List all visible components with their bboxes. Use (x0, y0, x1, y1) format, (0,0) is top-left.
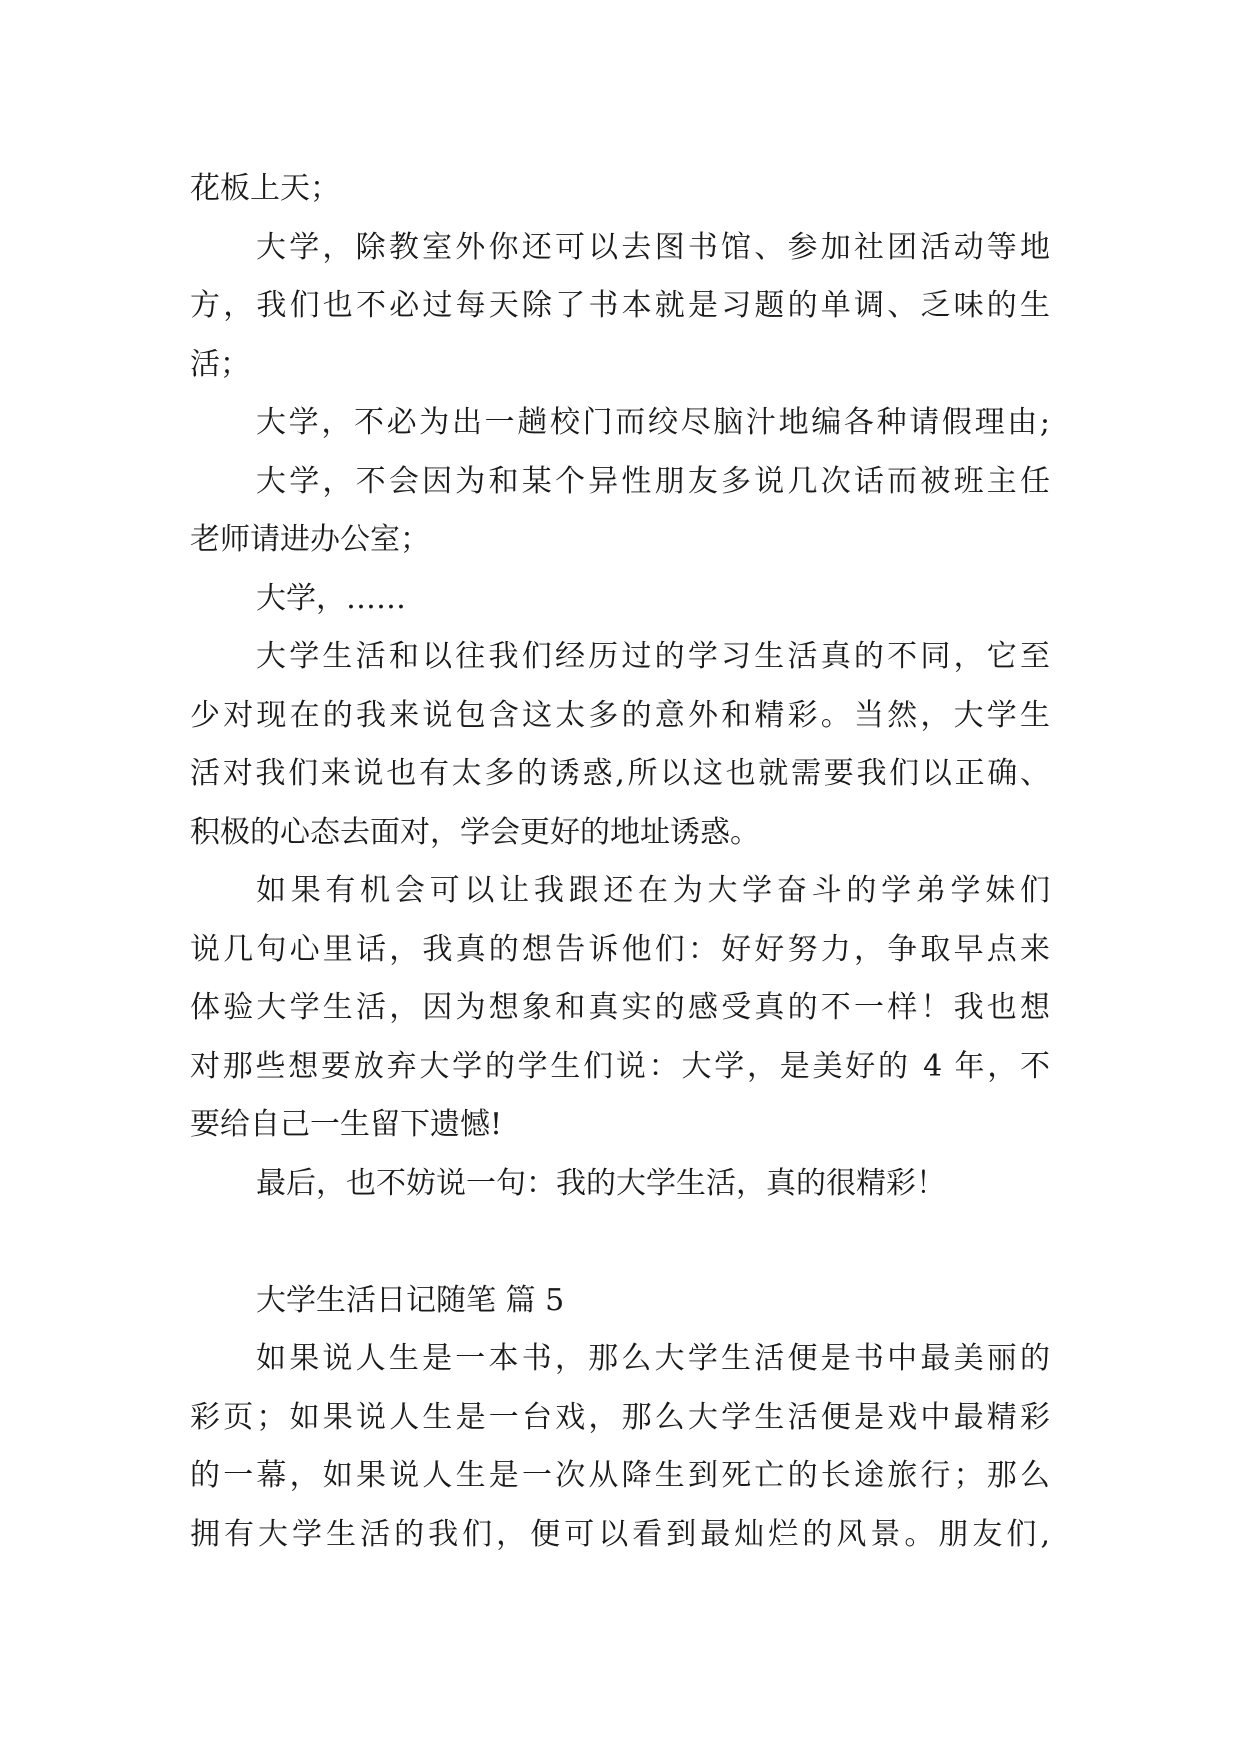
text-line: 少对现在的我来说包含这太多的意外和精彩。当然，大学生 (190, 697, 1050, 733)
blank-line (190, 1213, 1050, 1272)
text-line: 方，我们也不必过每天除了书本就是习题的单调、乏味的生 (190, 288, 1050, 323)
text-line: 的一幕，如果说人生是一次从降生到死亡的长途旅行；那么 (190, 1458, 1050, 1493)
text-line: 彩页；如果说人生是一台戏，那么大学生活便是戏中最精彩 (190, 1399, 1050, 1435)
text-line: 大学生活和以往我们经历过的学习生活真的不同，它至 (256, 639, 1050, 674)
text-line: 老师请进办公室； (190, 522, 430, 557)
text-line: 大学，不必为出一趟校门而绞尽脑汁地编各种请假理由; (256, 405, 1050, 440)
text-line: 对那些想要放弃大学的学生们说：大学，是美好的 4 年，不 (190, 1048, 1050, 1084)
text-line: 如果有机会可以让我跟还在为大学奋斗的学弟学妹们 (256, 873, 1050, 908)
text-line: 最后，也不妨说一句：我的大学生活，真的很精彩！ (256, 1165, 946, 1201)
text-line: 积极的心态去面对，学会更好的地址诱惑。 (190, 814, 760, 850)
text-line: 大学，不会因为和某个异性朋友多说几次话而被班主任 (256, 463, 1050, 499)
text-line: 活； (190, 346, 250, 382)
section-heading: 大学生活日记随笔 篇 5 (256, 1282, 565, 1318)
text-line: 拥有大学生活的我们，便可以看到最灿烂的风景。朋友们, (190, 1516, 1050, 1552)
text-line: 如果说人生是一本书，那么大学生活便是书中最美丽的 (256, 1341, 1050, 1376)
text-line: 大学，除教室外你还可以去图书馆、参加社团活动等地 (256, 229, 1050, 265)
text-line: 活对我们来说也有太多的诱惑,所以这也就需要我们以正确、 (190, 756, 1050, 791)
text-line: 花板上天； (190, 171, 340, 206)
document-body (190, 160, 1050, 1564)
text-line: 说几句心里话，我真的想告诉他们：好好努力，争取早点来 (190, 931, 1050, 967)
text-line: 大学，…… (256, 580, 406, 616)
text-line: 体验大学生活，因为想象和真实的感受真的不一样！我也想 (190, 990, 1050, 1025)
text-line: 要给自己一生留下遗憾! (190, 1107, 503, 1142)
